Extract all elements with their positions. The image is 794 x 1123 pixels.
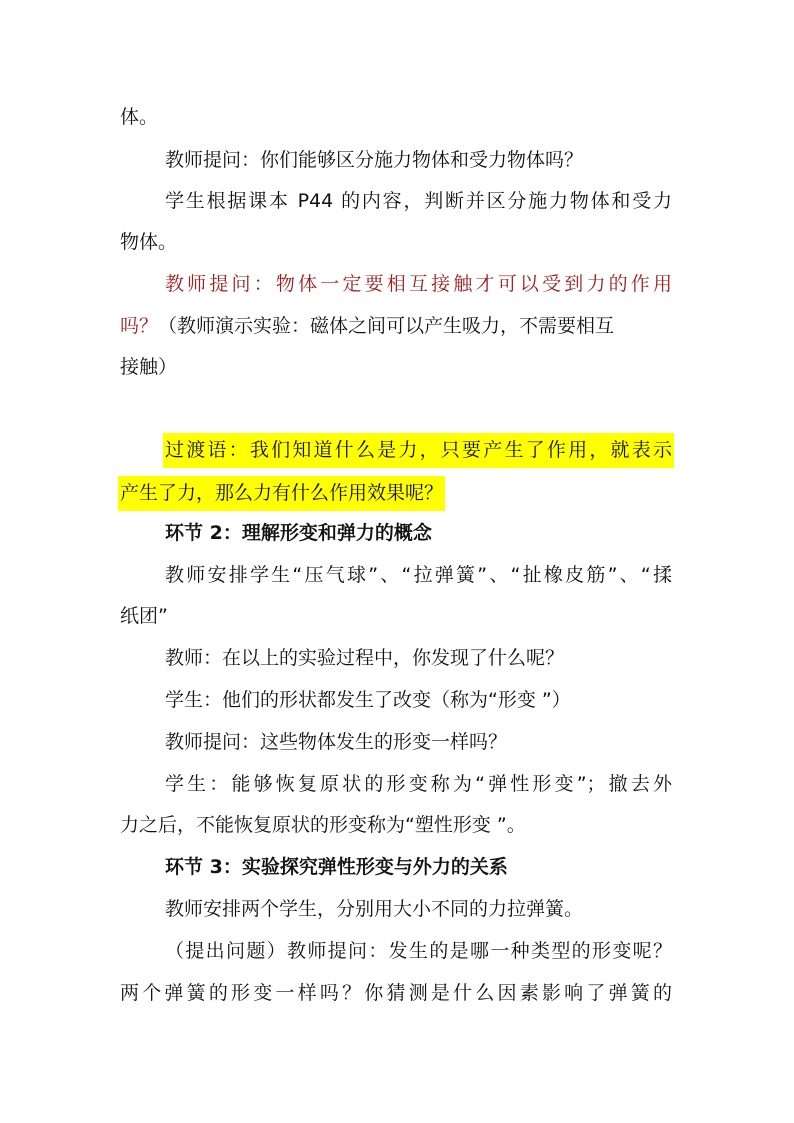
paragraph-line: 教师安排学生“压气球”、“拉弹簧”、“扯橡皮筋”、“揉 — [165, 564, 672, 586]
paragraph-line: 学生：能够恢复原状的形变称为“弹性形变”；撤去外 — [165, 773, 672, 795]
paragraph-line — [120, 311, 672, 341]
paragraph-line: 教师安排两个学生，分别用大小不同的力拉弹簧。 — [165, 898, 584, 920]
teacher-question-red-end: 吗？ — [120, 315, 159, 337]
paragraph-line: 力之后，不能恢复原状的形变称为“塑性形变 ”。 — [120, 814, 526, 836]
transition-highlight: 过渡语：我们知道什么是力，只要产生了作用，就表示 — [163, 433, 674, 468]
section-heading: 环节 3：实验探究弹性形变与外力的关系 — [165, 856, 508, 878]
paragraph-line: 学生：他们的形状都发生了改变（称为“形变 ”） — [165, 689, 571, 711]
paragraph-line: 教师：在以上的实验过程中，你发现了什么呢？ — [165, 647, 565, 669]
paragraph-line: 学生根据课本 P44 的内容，判断并区分施力物体和受力 — [165, 190, 672, 212]
paragraph-line: 纸团” — [120, 605, 168, 627]
paragraph-line: 接触） — [120, 356, 178, 378]
paragraph-line: 教师提问：你们能够区分施力物体和受力物体吗？ — [165, 149, 584, 171]
paragraph-line: 教师提问：这些物体发生的形变一样吗？ — [165, 731, 508, 753]
paragraph-line: 两个弹簧的形变一样吗？你猜测是什么因素影响了弹簧的 — [120, 982, 672, 1004]
demo-note: （教师演示实验：磁体之间可以产生吸力，不需要相互 — [158, 315, 615, 337]
transition-highlight-end: 产生了力，那么力有什么作用效果呢？ — [118, 476, 445, 511]
paragraph-line: 体。 — [120, 106, 159, 128]
paragraph-line: 物体。 — [120, 231, 178, 253]
teacher-question-red: 教师提问：物体一定要相互接触才可以受到力的作用 — [165, 273, 672, 295]
paragraph-line: （提出问题）教师提问：发生的是哪一种类型的形变呢？ — [165, 940, 672, 962]
section-heading: 环节 2：理解形变和弹力的概念 — [165, 522, 432, 544]
